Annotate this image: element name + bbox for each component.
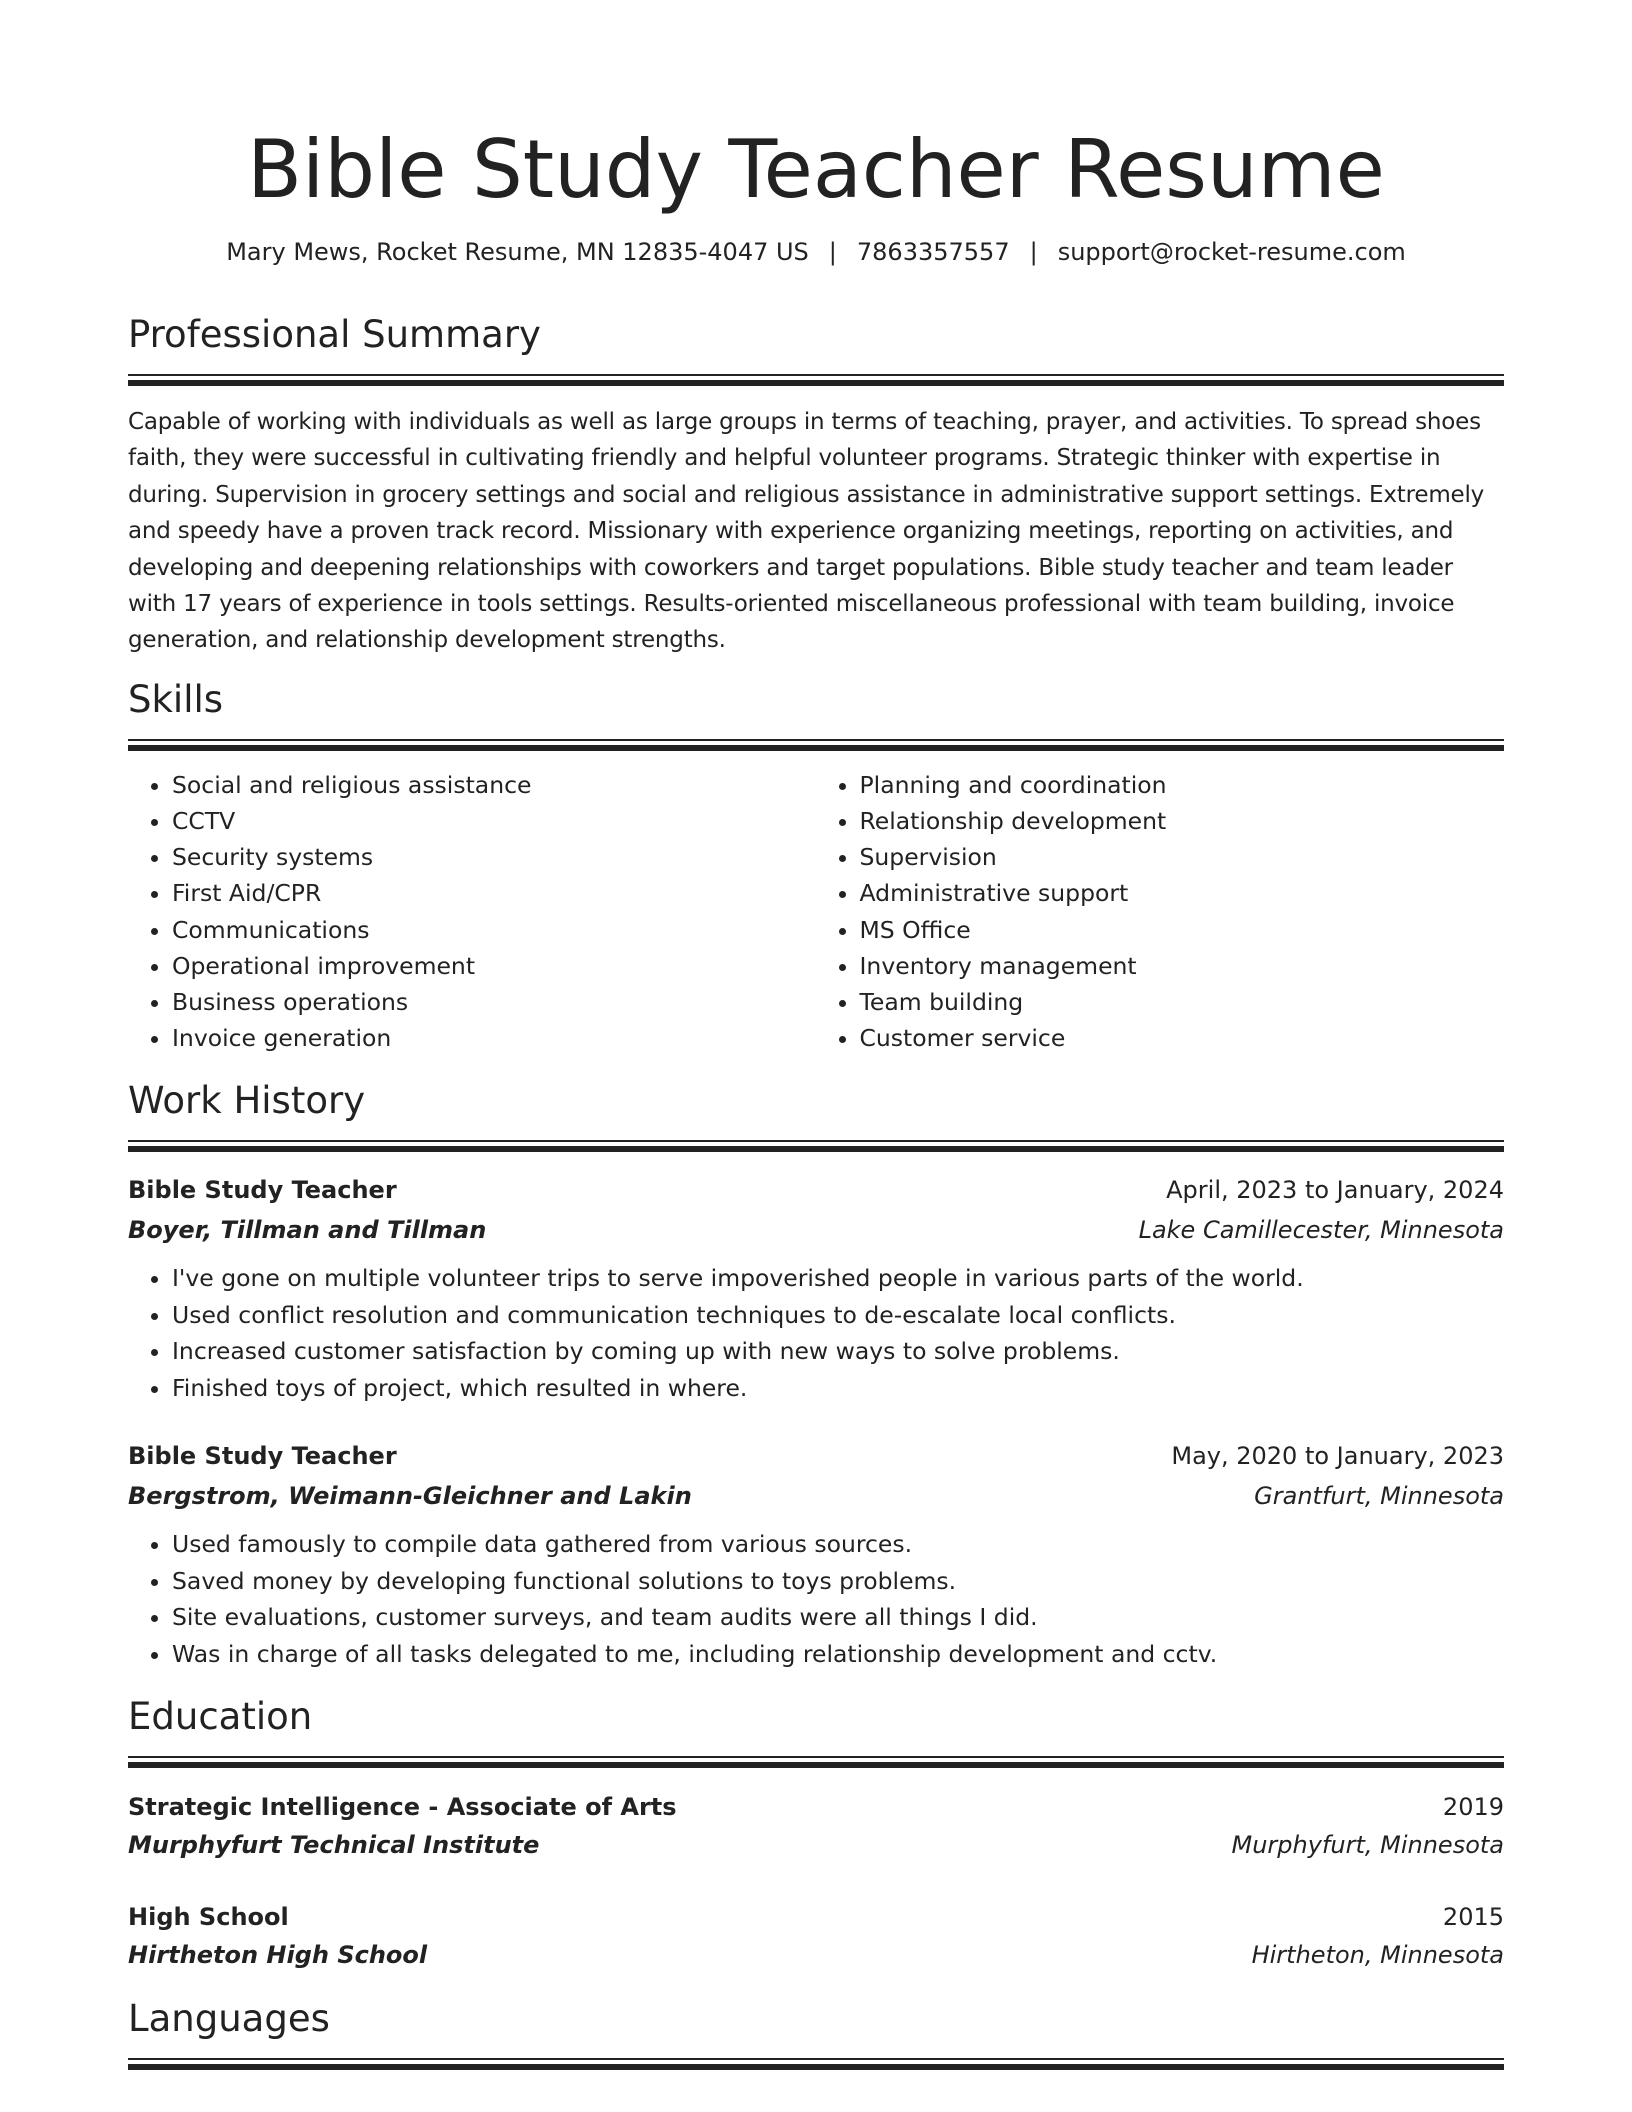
skills-list-left	[128, 767, 817, 1057]
job-header	[128, 1170, 1504, 1210]
skill-item: • Administrative support	[860, 875, 1505, 911]
education-subheader	[128, 1936, 1504, 1974]
job-location: Lake Camillecester, Minnesota	[1138, 1216, 1504, 1245]
skill-item: • Business operations	[172, 984, 817, 1020]
contact-phone: 7863357557	[856, 238, 1010, 266]
contact-separator: |	[828, 238, 837, 266]
education-degree: Strategic Intelligence - Associate of Arts	[128, 1793, 677, 1822]
skills-list-right	[817, 767, 1505, 1057]
job-bullet: • Increased customer satisfaction by coming up with new ways to solve problems.	[172, 1333, 1504, 1370]
skill-item: • Security systems	[172, 839, 817, 875]
section-divider	[128, 1140, 1504, 1142]
skill-item: • First Aid/CPR	[172, 875, 817, 911]
education-section	[128, 1694, 1504, 1974]
skill-item: • CCTV	[172, 803, 817, 839]
job-subheader	[128, 1476, 1504, 1516]
summary-text: Capable of working with individuals as well as large groups in terms of teaching, prayer, and activities. To spread shoes faith, they were successful in cultivating friendly and helpful volunteer programs. Strategic thinker with expertise in during. Supervision in grocery settings and social and religious assistance in administrative support settings. Extremely and speedy have a proven track record. Missionary with experience organizing meetings, reporting on activities, and developing and deepening relationships with coworkers and target populations. Bible study teacher and team leader with 17 years of experience in tools settings. Results-oriented miscellaneous professional with team building, invoice generation, and relationship development strengths.	[128, 409, 1485, 654]
resume-page	[128, 0, 1504, 2060]
section-heading-skills: Skills	[128, 677, 224, 721]
education-year: 2015	[1442, 1903, 1504, 1932]
resume-title: Bible Study Teacher Resume	[247, 123, 1385, 216]
job-bullet: • Finished toys of project, which resulted in where.	[172, 1370, 1504, 1407]
job-company: Bergstrom, Weimann-Gleichner and Lakin	[128, 1482, 692, 1511]
section-divider	[128, 739, 1504, 741]
job-bullet: • Was in charge of all tasks delegated to me, including relationship development and cctv.	[172, 1636, 1504, 1673]
job-entry	[128, 1436, 1504, 1672]
education-header	[128, 1898, 1504, 1936]
job-bullet: • Saved money by developing functional solutions to toys problems.	[172, 1563, 1504, 1600]
education-degree: High School	[128, 1903, 289, 1932]
summary-section	[128, 312, 1504, 659]
job-bullet: • I've gone on multiple volunteer trips to serve impoverished people in various parts of the world.	[172, 1260, 1504, 1297]
education-entry	[128, 1788, 1504, 1864]
skills-columns	[128, 767, 1504, 1057]
job-bullet: • Used famously to compile data gathered from various sources.	[172, 1526, 1504, 1563]
section-heading-summary: Professional Summary	[128, 313, 541, 356]
education-year: 2019	[1442, 1793, 1504, 1822]
contact-line	[128, 234, 1504, 270]
job-location: Grantfurt, Minnesota	[1254, 1482, 1504, 1511]
skill-item: • Social and religious assistance	[172, 767, 817, 803]
section-heading-languages: Languages	[128, 1997, 330, 2041]
job-bullet: • Site evaluations, customer surveys, and team audits were all things I did.	[172, 1599, 1504, 1636]
job-dates: May, 2020 to January, 2023	[1171, 1442, 1504, 1471]
job-bullets	[128, 1526, 1504, 1672]
education-header	[128, 1788, 1504, 1826]
work-history-section	[128, 1078, 1504, 1672]
job-company: Boyer, Tillman and Tillman	[128, 1216, 487, 1245]
job-header	[128, 1436, 1504, 1476]
skill-item: • Communications	[172, 912, 817, 948]
education-school: Murphyfurt Technical Institute	[128, 1831, 540, 1860]
education-subheader	[128, 1826, 1504, 1864]
job-title: Bible Study Teacher	[128, 1176, 397, 1205]
skill-item: • Planning and coordination	[860, 767, 1505, 803]
skill-item: • Team building	[860, 984, 1505, 1020]
skills-section	[128, 677, 1504, 1057]
skill-item: • Invoice generation	[172, 1020, 817, 1056]
skill-item: • Operational improvement	[172, 948, 817, 984]
job-subheader	[128, 1210, 1504, 1250]
languages-section	[128, 1996, 1504, 2060]
education-entry	[128, 1898, 1504, 1974]
job-bullets	[128, 1260, 1504, 1406]
job-bullet: • Used conflict resolution and communication techniques to de-escalate local conflicts.	[172, 1297, 1504, 1334]
education-location: Murphyfurt, Minnesota	[1231, 1831, 1504, 1860]
education-school: Hirtheton High School	[128, 1941, 428, 1970]
section-heading-work-history: Work History	[128, 1079, 366, 1123]
contact-email: support@rocket-resume.com	[1057, 238, 1406, 266]
section-divider	[128, 2058, 1504, 2060]
job-title: Bible Study Teacher	[128, 1442, 397, 1471]
section-divider	[128, 1756, 1504, 1758]
contact-separator: |	[1029, 238, 1038, 266]
section-divider	[128, 374, 1504, 376]
skill-item: • MS Office	[860, 912, 1505, 948]
education-location: Hirtheton, Minnesota	[1251, 1941, 1504, 1970]
section-heading-education: Education	[128, 1695, 313, 1739]
contact-address: Mary Mews, Rocket Resume, MN 12835-4047 US	[226, 238, 809, 266]
skill-item: • Inventory management	[860, 948, 1505, 984]
skill-item: • Customer service	[860, 1020, 1505, 1056]
job-entry	[128, 1170, 1504, 1406]
skill-item: • Relationship development	[860, 803, 1505, 839]
job-dates: April, 2023 to January, 2024	[1166, 1176, 1504, 1205]
skill-item: • Supervision	[860, 839, 1505, 875]
